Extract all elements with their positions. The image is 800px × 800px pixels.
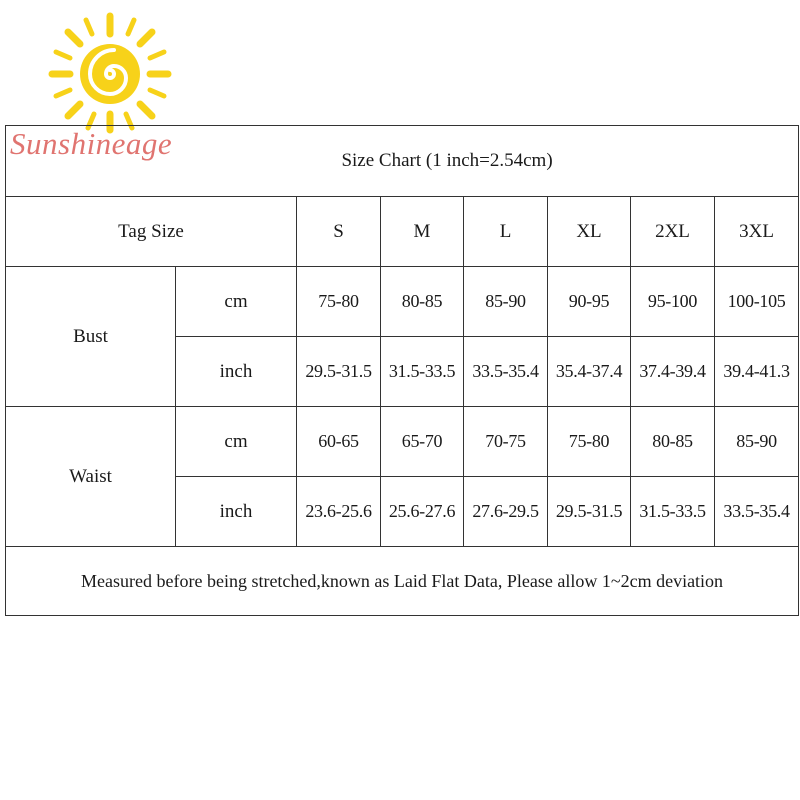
table-cell: 33.5-35.4 — [464, 337, 548, 407]
sun-logo-icon — [48, 12, 172, 136]
table-cell: 39.4-41.3 — [715, 337, 799, 407]
table-cell: 70-75 — [464, 407, 548, 477]
table-cell: 85-90 — [464, 267, 548, 337]
brand-name: Sunshineage — [10, 126, 173, 161]
table-cell: 25.6-27.6 — [381, 477, 464, 547]
unit-label: inch — [176, 477, 297, 547]
table-cell: 60-65 — [297, 407, 381, 477]
table-cell: 65-70 — [381, 407, 464, 477]
unit-label: inch — [176, 337, 297, 407]
table-cell: 29.5-31.5 — [297, 337, 381, 407]
size-header-xl: XL — [548, 197, 631, 267]
table-row — [6, 267, 799, 337]
size-chart-table — [5, 125, 799, 616]
measure-label-waist: Waist — [6, 407, 176, 547]
measure-label-bust: Bust — [6, 267, 176, 407]
table-cell: 27.6-29.5 — [464, 477, 548, 547]
table-row — [6, 407, 799, 477]
table-cell: 100-105 — [715, 267, 799, 337]
table-cell: 29.5-31.5 — [548, 477, 631, 547]
table-cell: 90-95 — [548, 267, 631, 337]
table-cell: 80-85 — [631, 407, 715, 477]
table-cell: 23.6-25.6 — [297, 477, 381, 547]
size-header-l: L — [464, 197, 548, 267]
size-header-m: M — [381, 197, 464, 267]
table-cell: 35.4-37.4 — [548, 337, 631, 407]
table-cell: 75-80 — [297, 267, 381, 337]
chart-title: Size Chart (1 inch=2.54cm) — [6, 126, 799, 197]
header-row — [6, 197, 799, 267]
table-cell: 75-80 — [548, 407, 631, 477]
table-cell: 33.5-35.4 — [715, 477, 799, 547]
tag-size-label: Tag Size — [6, 197, 297, 267]
size-header-s: S — [297, 197, 381, 267]
table-cell: 31.5-33.5 — [631, 477, 715, 547]
size-header-3xl: 3XL — [715, 197, 799, 267]
unit-label: cm — [176, 267, 297, 337]
table-cell: 80-85 — [381, 267, 464, 337]
table-cell: 95-100 — [631, 267, 715, 337]
size-header-2xl: 2XL — [631, 197, 715, 267]
deviation-note: Measured before being stretched,known as Laid Flat Data, Please allow 1~2cm deviation — [6, 547, 799, 616]
table-cell: 85-90 — [715, 407, 799, 477]
table-cell: 31.5-33.5 — [381, 337, 464, 407]
unit-label: cm — [176, 407, 297, 477]
table-cell: 37.4-39.4 — [631, 337, 715, 407]
